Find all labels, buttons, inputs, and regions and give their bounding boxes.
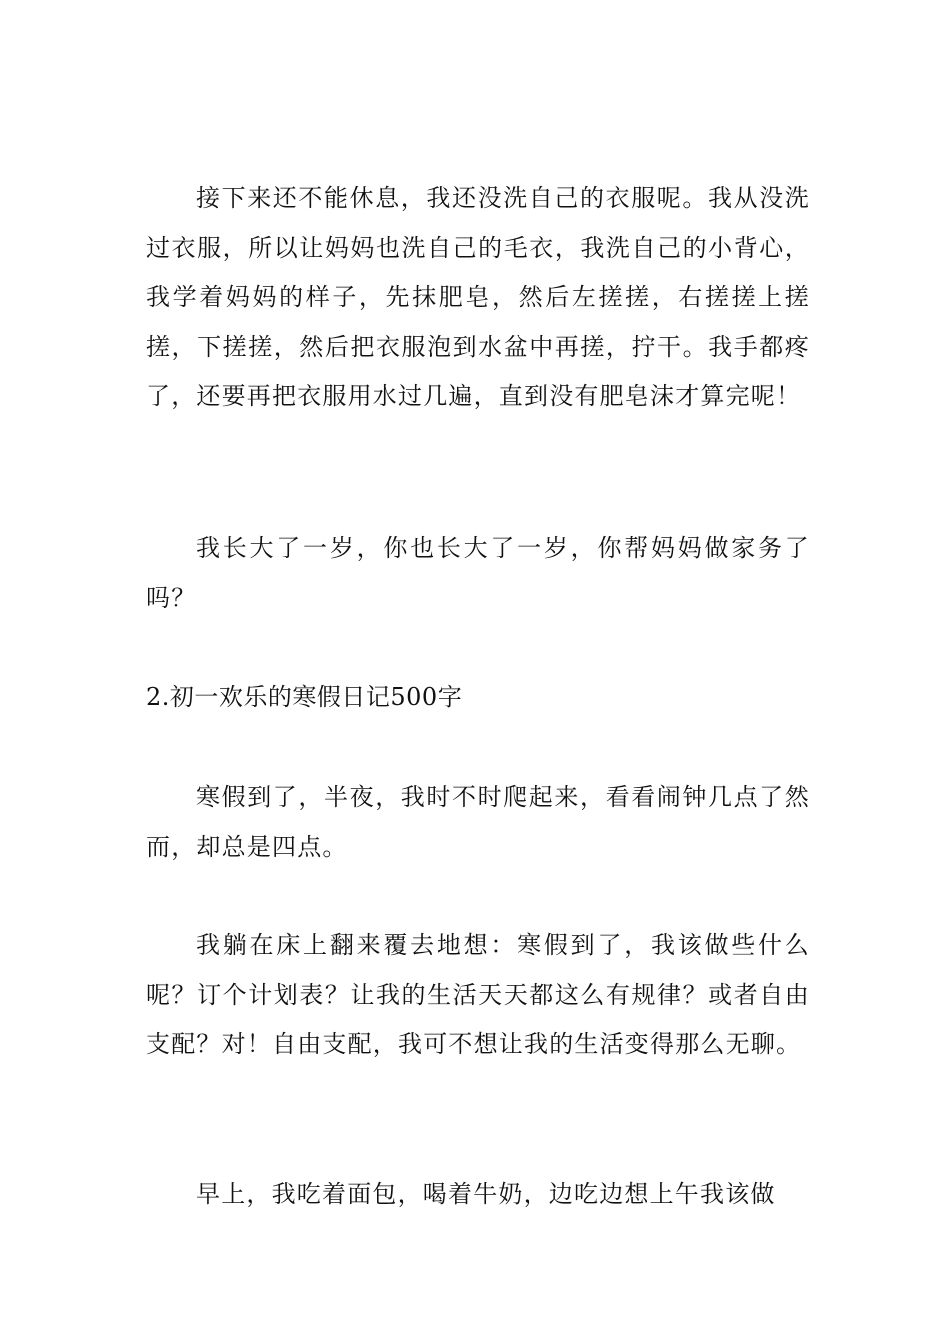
paragraph-breakfast: 早上，我吃着面包，喝着牛奶，边吃边想上午我该做 bbox=[196, 1180, 776, 1208]
paragraph-free-plan: 我躺在床上翻来覆去地想：寒假到了，我该做些什么呢？订个计划表？让我的生活天天都这么有规律？或者自由支配？对！自由支配，我可不想让我的生活变得那么无聊。 bbox=[146, 931, 810, 1058]
paragraph-winter-break: 寒假到了，半夜，我时不时爬起来，看看闹钟几点了然而，却总是四点。 bbox=[146, 783, 810, 861]
paragraph-laundry: 接下来还不能休息，我还没洗自己的衣服呢。我从没洗过衣服，所以让妈妈也洗自己的毛衣，我洗自己的小背心，我学着妈妈的样子，先抹肥皂，然后左搓搓，右搓搓上搓搓，下搓搓，然后把衣服泡到水盆中再搓，拧干。我手都疼了，还要再把衣服用水过几遍，直到没有肥皂沫才算完呢！ bbox=[146, 184, 810, 410]
paragraph-question: 我长大了一岁，你也长大了一岁，你帮妈妈做家务了吗？ bbox=[146, 534, 810, 612]
section-heading: 2.初一欢乐的寒假日记500字 bbox=[146, 683, 463, 711]
